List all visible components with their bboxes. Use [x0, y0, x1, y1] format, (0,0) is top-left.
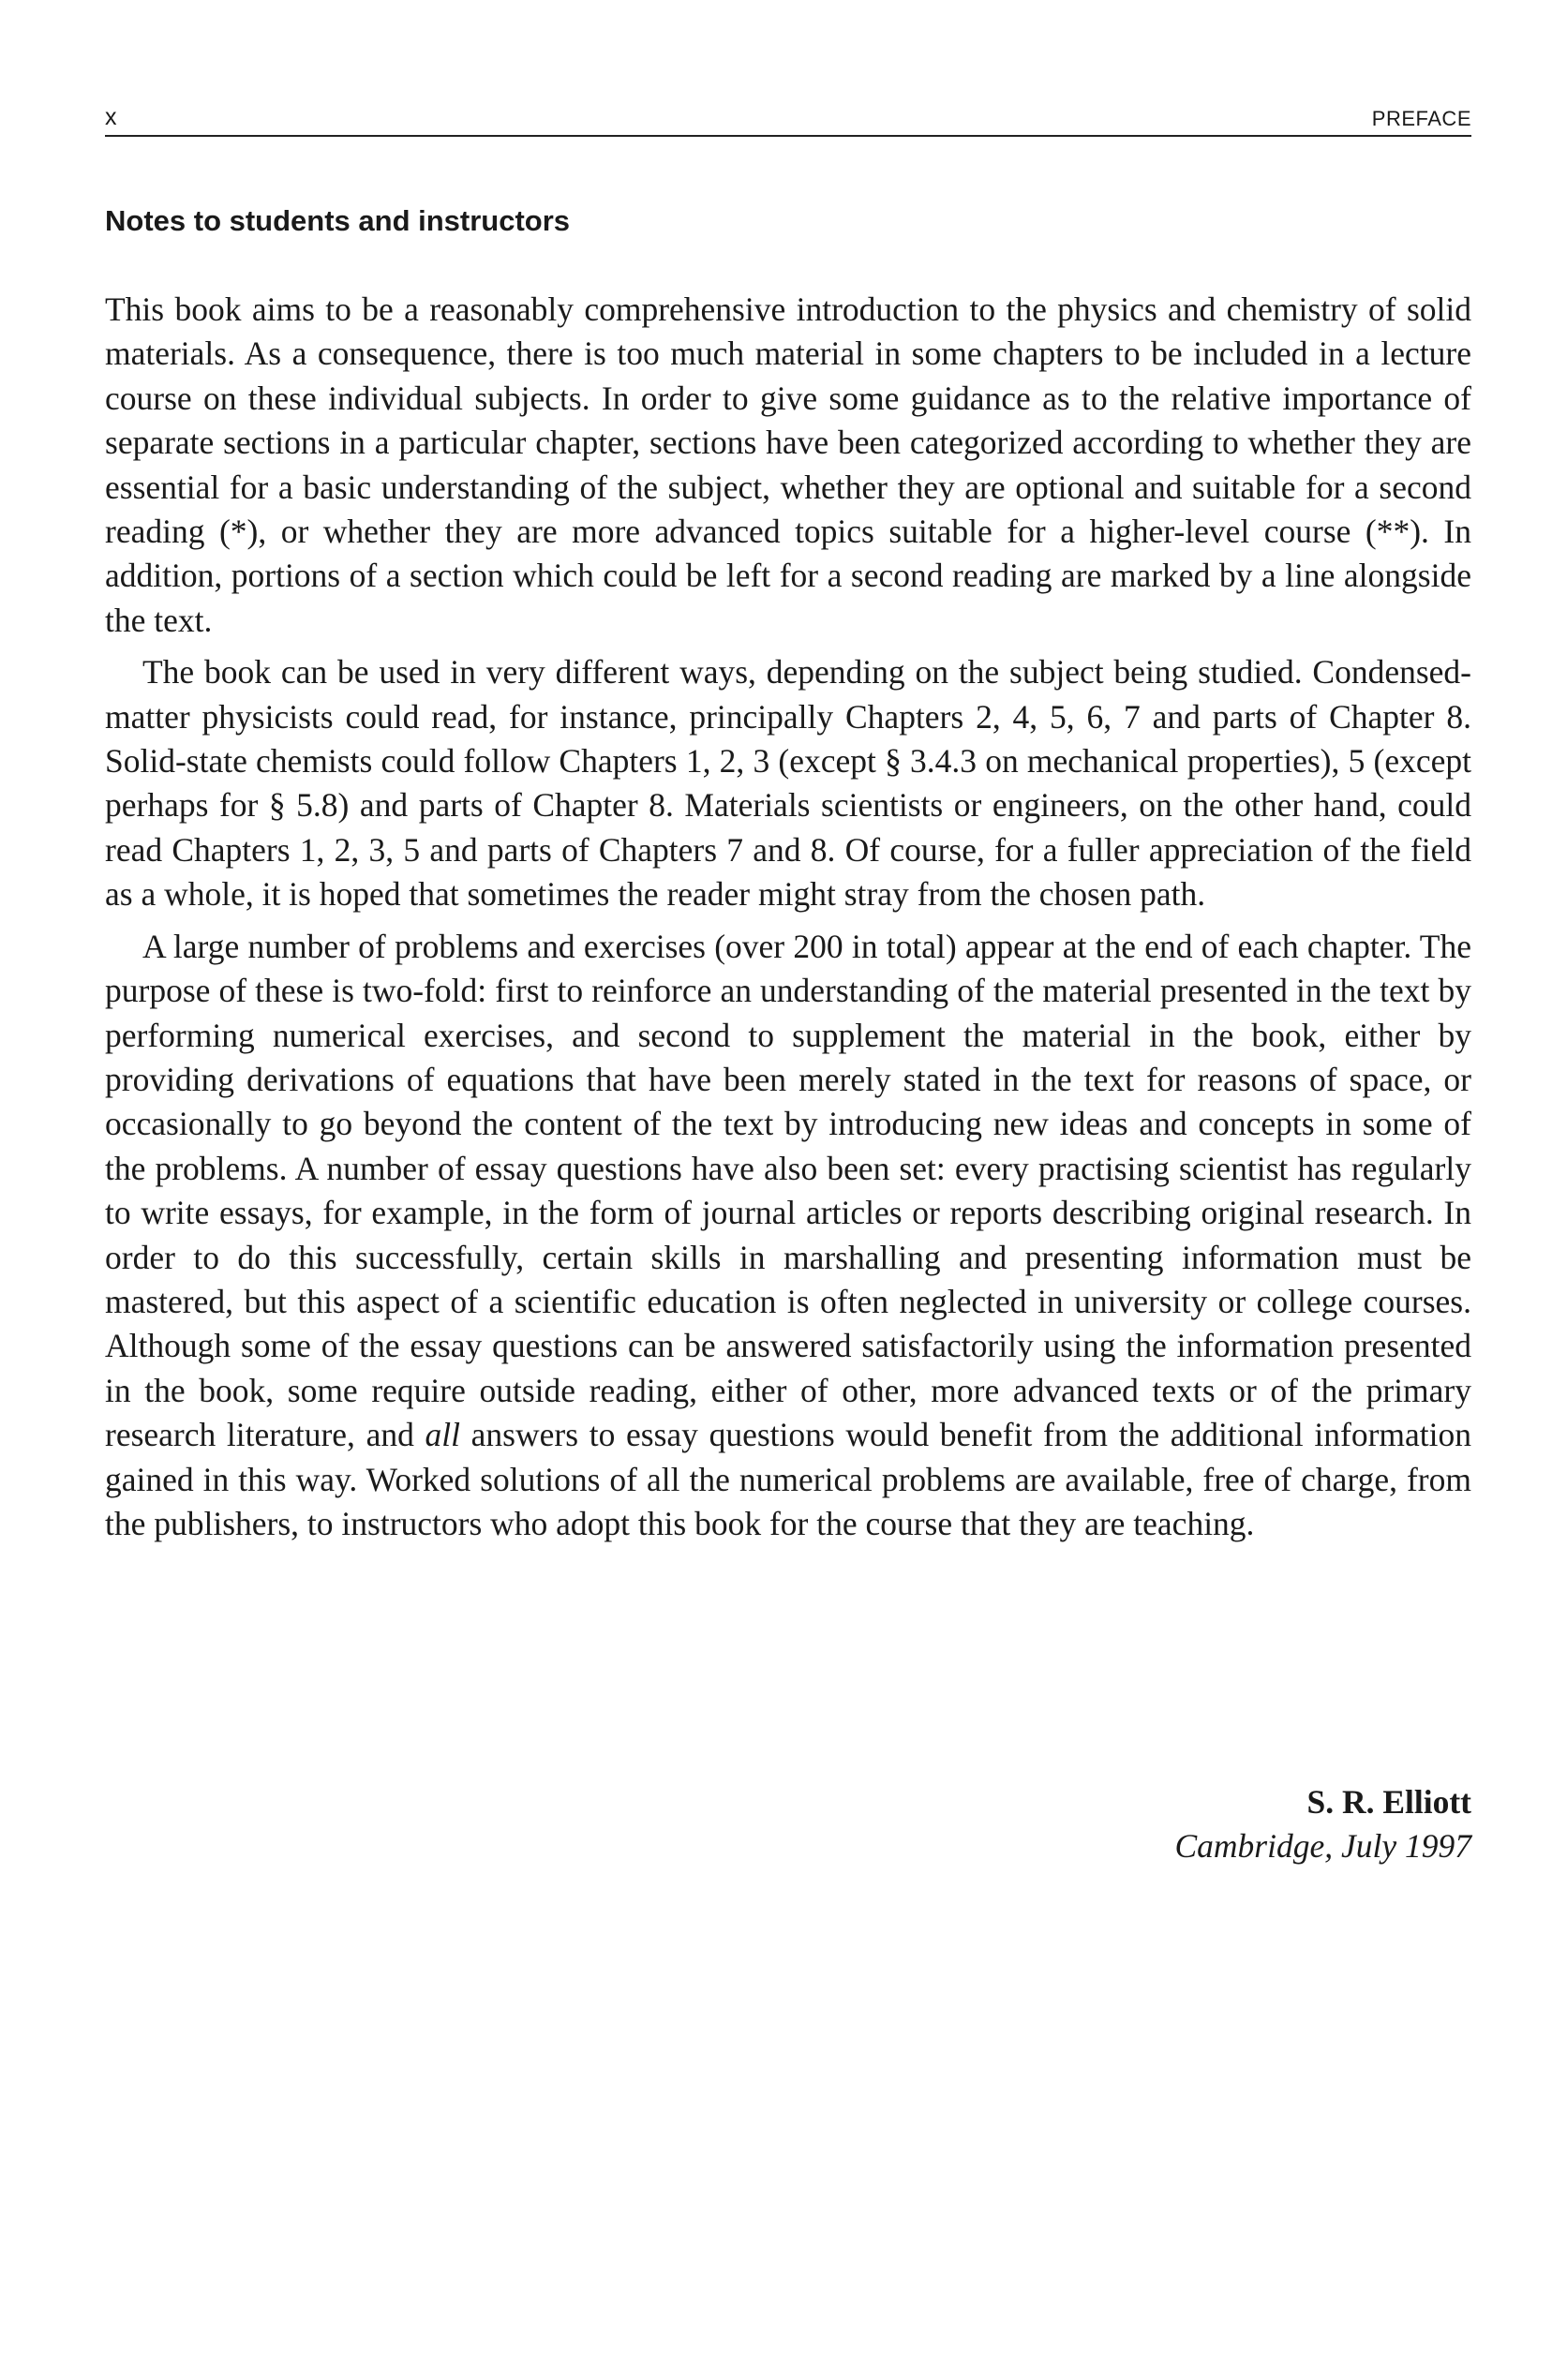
place-and-date: Cambridge, July 1997 [1174, 1827, 1471, 1865]
signature-block [1174, 1780, 1471, 1868]
emphasis-all: all [425, 1416, 460, 1454]
running-title: PREFACE [1371, 107, 1471, 130]
paragraph-text-part: A large number of problems and exercises (over 200 in total) appear at the end of each chapter. The purpose of these is two-fold: first to reinforce an understanding of the material presented in the text by performing numerical exercises, and second to supplement the material in the book, either by providing derivations of equations that have been merely stated in the text for reasons of space, or occasionally to go beyond the content of the text by introducing new ideas and concepts in some of the problems. A number of essay questions have also been set: every practising scientist has regularly to write essays, for example, in the form of journal articles or reports describing original research. In order to do this successfully, certain skills in marshalling and presenting information must be mastered, but this aspect of a scientific education is often neglected in university or college courses. Although some of the essay questions can be answered satisfactorily using the information presented in the book, some require outside reading, either of other, more advanced texts or of the primary research literature, and [105, 927, 1471, 1454]
paragraph-text-part: answers to essay questions would benefit from the additional information gained in this way. Worked solutions of all the numerical problems are available, free of charge, from the publishers, to instructors who adopt this book for the course that they are teaching. [105, 1416, 1471, 1542]
page-number: x [105, 104, 118, 130]
paragraph-problems-and-essays [105, 925, 1471, 1547]
body-text [105, 288, 1471, 1554]
section-heading: Notes to students and instructors [105, 204, 571, 237]
paragraph-course-guidance: This book aims to be a reasonably comprehensive introduction to the physics and chemistry of solid materials. As a consequence, there is too much material in some chapters to be included in a lecture course on these individual subjects. In order to give some guidance as to the relative importance of separate sections in a particular chapter, sections have been categorized according to whether they are essential for a basic understanding of the subject, whether they are optional and suitable for a second reading (*), or whether they are more advanced topics suitable for a higher-level course (**). In addition, portions of a section which could be left for a second reading are marked by a line alongside the text. [105, 290, 1471, 639]
paragraph-reading-paths: The book can be used in very different ways, depending on the subject being studied. Condensed-matter physicists could read, for instance, principally Chapters 2, 4, 5, 6, 7 and parts of Chapter 8. Solid-state chemists could follow Chapters 1, 2, 3 (except § 3.4.3 on mechanical properties), 5 (except perhaps for § 5.8) and parts of Chapter 8. Materials scientists or engineers, on the other hand, could read Chapters 1, 2, 3, 5 and parts of Chapters 7 and 8. Of course, for a fuller appreciation of the field as a whole, it is hoped that sometimes the reader might stray from the chosen path. [105, 653, 1471, 914]
running-head [105, 92, 1471, 137]
author-name: S. R. Elliott [1306, 1783, 1471, 1821]
